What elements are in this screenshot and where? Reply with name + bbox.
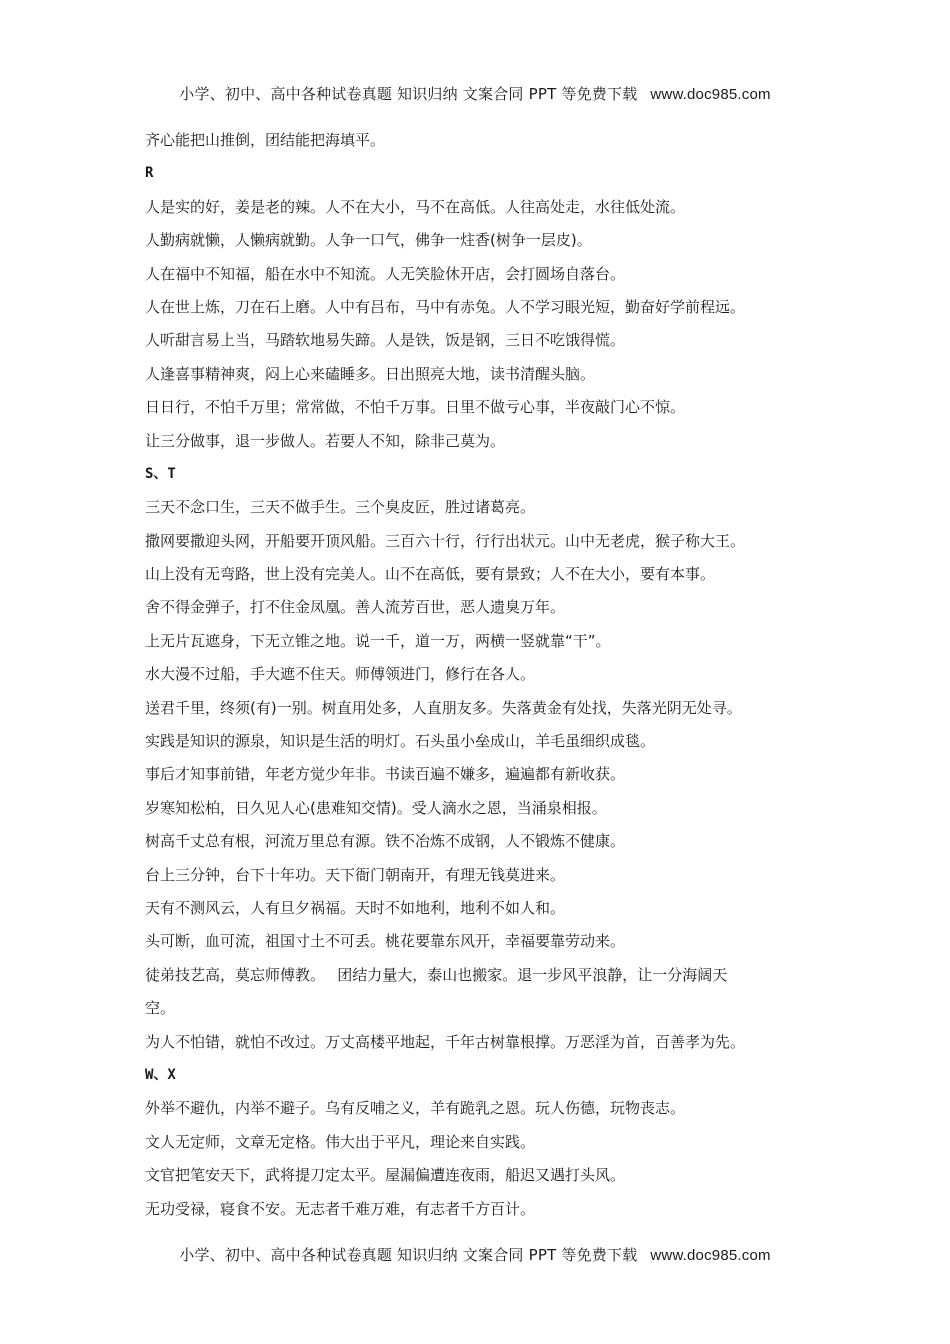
section-heading: S、T: [145, 465, 176, 482]
text-line: 无功受禄，寝食不安。无志者千难万难，有志者千方百计。: [145, 1199, 536, 1218]
text-line: 文人无定师，文章无定格。伟大出于平凡，理论来自实践。: [145, 1132, 536, 1151]
text-line: 为人不怕错，就怕不改过。万丈高楼平地起，千年古树靠根撑。万恶淫为首，百善孝为先。: [145, 1032, 746, 1051]
text-line: 人在福中不知福，船在水中不知流。人无笑脸休开店，会打圆场自落台。: [145, 264, 626, 283]
text-line: 实践是知识的源泉，知识是生活的明灯。石头虽小垒成山，羊毛虽细织成毯。: [145, 732, 656, 751]
text-line: 台上三分钟，台下十年功。天下衙门朝南开，有理无钱莫进来。: [145, 865, 566, 884]
text-line: 天有不测风云，人有旦夕祸福。天时不如地利，地利不如人和。: [145, 898, 566, 917]
text-line: 徒弟技艺高，莫忘师傅教。 团结力量大，泰山也搬家。退一步风平浪静，让一分海阔天: [145, 965, 728, 984]
text-line: 水大漫不过船，手大遮不住天。师傅领进门，修行在各人。: [145, 665, 536, 684]
section-heading: W、X: [145, 1066, 176, 1083]
text-line: 岁寒知松柏，日久见人心(患难知交情)。受人滴水之恩，当涌泉相报。: [145, 798, 607, 817]
text-line: 齐心能把山推倒，团结能把海填平。: [145, 131, 386, 149]
text-line: 文官把笔安天下，武将提刀定太平。屋漏偏遭连夜雨，船迟又遇打头风。: [145, 1166, 626, 1185]
text-line: 山上没有无弯路，世上没有完美人。山不在高低，要有景致；人不在大小，要有本事。: [145, 565, 716, 584]
text-line: 送君千里，终须(有)一别。树直用处多，人直朋友多。失落黄金有处找，失落光阴无处寻。: [145, 698, 742, 717]
text-line: 三天不念口生，三天不做手生。三个臭皮匠，胜过诸葛亮。: [145, 498, 536, 517]
text-line: 舍不得金弹子，打不住金凤凰。善人流芳百世，恶人遗臭万年。: [145, 598, 566, 617]
text-line: 上无片瓦遮身，下无立锥之地。说一千，道一万，两横一竖就靠“干”。: [145, 631, 611, 650]
text-line: 人逢喜事精神爽，闷上心来磕睡多。日出照亮大地，读书清醒头脑。: [145, 364, 596, 383]
text-line: 人在世上炼，刀在石上磨。人中有吕布，马中有赤兔。人不学习眼光短，勤奋好学前程远。: [145, 297, 746, 316]
text-line: 日日行，不怕千万里；常常做，不怕千万事。日里不做亏心事，半夜敲门心不惊。: [145, 398, 686, 417]
text-line: 人听甜言易上当，马踏软地易失蹄。人是铁，饭是钢，三日不吃饿得慌。: [145, 331, 626, 350]
text-line: 人勤病就懒，人懒病就勤。人争一口气，佛争一炷香(树争一层皮)。: [145, 231, 592, 250]
footer-text: 小学、初中、高中各种试卷真题 知识归纳 文案合同 PPT 等免费下载: [179, 1246, 638, 1264]
text-line: 头可断，血可流，祖国寸土不可丢。桃花要靠东风开，幸福要靠劳动来。: [145, 932, 626, 951]
document-body: [145, 124, 815, 1226]
page-footer: [0, 1244, 950, 1265]
text-line: 让三分做事，退一步做人。若要人不知，除非己莫为。: [145, 431, 506, 450]
header-text: 小学、初中、高中各种试卷真题 知识归纳 文案合同 PPT 等免费下载: [179, 85, 638, 103]
header-url[interactable]: www.doc985.com: [650, 86, 771, 103]
footer-url[interactable]: www.doc985.com: [650, 1247, 771, 1264]
text-line: 人是实的好，姜是老的辣。人不在大小，马不在高低。人往高处走，水往低处流。: [145, 197, 686, 216]
section-heading: R: [145, 165, 154, 182]
text-line: 撒网要撒迎头网，开船要开顶风船。三百六十行，行行出状元。山中无老虎，猴子称大王。: [145, 531, 746, 550]
page-header: [0, 83, 950, 104]
text-line: 外举不避仇，内举不避子。乌有反哺之义，羊有跪乳之恩。玩人伤德，玩物丧志。: [145, 1099, 686, 1118]
text-line: 事后才知事前错，年老方觉少年非。书读百遍不嫌多，遍遍都有新收获。: [145, 765, 626, 784]
text-line: 树高千丈总有根，河流万里总有源。铁不冶炼不成钢，人不锻炼不健康。: [145, 832, 626, 851]
text-line: 空。: [145, 999, 176, 1018]
